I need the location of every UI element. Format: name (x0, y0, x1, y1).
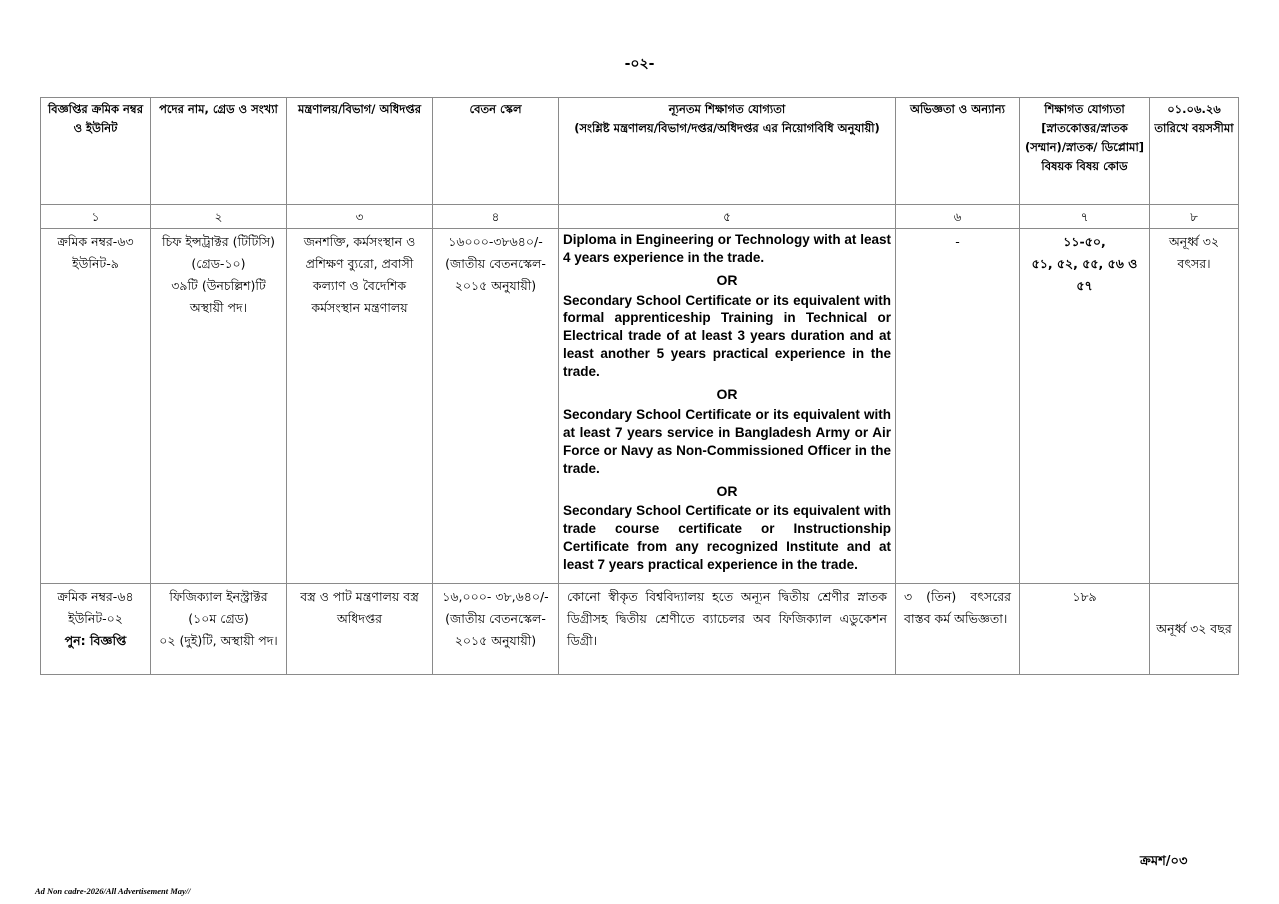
column-number: ১ (41, 205, 151, 229)
subject-codes-line-2: ৫১, ৫২, ৫৫, ৫৬ ও ৫৭ (1031, 255, 1138, 293)
column-number: ২ (151, 205, 287, 229)
header-experience: অভিজ্ঞতা ও অন্যান্য (896, 98, 1020, 205)
re-advertisement-label: পুন: বিজ্ঞপ্তি (64, 632, 127, 648)
column-number: ৬ (896, 205, 1020, 229)
recruitment-table (40, 97, 1239, 675)
table-row (41, 584, 1239, 675)
table-row (41, 229, 1239, 584)
pay-scale-cell: ১৬০০০-৩৮৬৪০/- (জাতীয় বেতনস্কেল- ২০১৫ অনুযায়ী) (433, 229, 559, 584)
post-grade: (গ্রেড-১০) (191, 255, 246, 271)
header-row (41, 98, 1239, 205)
serial-cell (41, 229, 151, 584)
education-option-2: Secondary School Certificate or its equivalent with formal apprenticeship Training in Technical or Electrical trade of at least 3 years duration and at least another 5 years practical experience in the trade. (563, 292, 891, 380)
header-subject-code (1020, 98, 1150, 205)
experience-cell: ৩ (তিন) বৎসরের বাস্তব কর্ম অভিজ্ঞতা। (896, 584, 1020, 675)
serial-cell (41, 584, 151, 675)
header-ministry: মন্ত্রণালয়/বিভাগ/ অধিদপ্তর (287, 98, 433, 205)
column-number-row (41, 205, 1239, 229)
or-separator: OR (716, 271, 738, 288)
education-option-1: Diploma in Engineering or Technology with at least 4 years experience in the trade. (563, 232, 891, 265)
serial-number: ক্রমিক নম্বর-৬৪ (57, 589, 134, 604)
post-name: চিফ ইন্সট্রাক্টর (টিটিসি) (161, 234, 276, 249)
footer-note: Ad Non cadre-2026/All Advertisement May// (35, 886, 191, 896)
post-count: ৩৯টি (উনচল্লিশ)টি অস্থায়ী পদ। (171, 277, 266, 315)
subject-code-cell: ১৮৯ (1020, 584, 1150, 675)
education-cell (559, 229, 896, 584)
post-name: ফিজিক্যাল ইনস্ট্রাক্টর (169, 589, 268, 604)
continue-note: ক্রমশ/০৩ (1140, 854, 1188, 869)
age-limit-cell: অনূর্ধ্ব ৩২ বৎসর। (1150, 229, 1239, 584)
post-cell (151, 229, 287, 584)
header-education-title: ন্যূনতম শিক্ষাগত যোগ্যতা (668, 102, 786, 116)
header-subject-code-title: শিক্ষাগত যোগ্যতা (1044, 102, 1125, 116)
ministry-cell: জনশক্তি, কর্মসংস্থান ও প্রশিক্ষণ ব্যুরো, প্রবাসী কল্যাণ ও বৈদেশিক কর্মসংস্থান মন্ত্রণালয় (287, 229, 433, 584)
post-cell (151, 584, 287, 675)
header-serial: বিজ্ঞপ্তির ক্রমিক নম্বর ও ইউনিট (41, 98, 151, 205)
page-number: -০২- (624, 56, 655, 72)
header-education (559, 98, 896, 205)
unit-number: ইউনিট-৯ (72, 255, 119, 271)
ministry-cell: বস্ত্র ও পাট মন্ত্রণালয় বস্ত্র অধিদপ্তর (287, 584, 433, 675)
header-post: পদের নাম, গ্রেড ও সংখ্যা (151, 98, 287, 205)
serial-number: ক্রমিক নম্বর-৬৩ (57, 234, 134, 249)
or-separator: OR (716, 482, 738, 499)
unit-number: ইউনিট-০২ (68, 610, 123, 626)
header-subject-code-sub: [স্নাতকোত্তর/স্নাতক (সম্মান)/স্নাতক/ ডিপ্লোমা] (1024, 120, 1145, 154)
post-grade: (১০ম গ্রেড) (188, 610, 249, 626)
header-subject-code-tail: বিষয়ক বিষয় কোড (1041, 158, 1128, 173)
subject-code-cell (1020, 229, 1150, 584)
header-pay-scale: বেতন স্কেল (433, 98, 559, 205)
column-number: ৮ (1150, 205, 1239, 229)
header-age-limit: ০১.০৬.২৬ তারিখে বয়সসীমা (1150, 98, 1239, 205)
education-option-3: Secondary School Certificate or its equivalent with at least 7 years service in Bangladesh Army or Air Force or Navy as Non-Commissioned Officer in the trade. (563, 406, 891, 476)
column-number: ৫ (559, 205, 896, 229)
or-separator: OR (716, 386, 738, 403)
subject-codes-line-1: ১১-৫০, (1063, 234, 1106, 249)
experience-cell: - (896, 229, 1020, 584)
education-option-4: Secondary School Certificate or its equivalent with trade course certificate or Instructionship Certificate from any recognized Institute and at least 7 years practical experience in the trade. (563, 503, 891, 573)
post-count: ০২ (দুই)টি, অস্থায়ী পদ। (159, 632, 278, 648)
age-limit-cell: অনূর্ধ্ব ৩২ বছর (1150, 584, 1239, 675)
pay-scale-cell: ১৬,০০০- ৩৮,৬৪০/- (জাতীয় বেতনস্কেল- ২০১৫ অনুযায়ী) (433, 584, 559, 675)
column-number: ৪ (433, 205, 559, 229)
column-number: ৩ (287, 205, 433, 229)
column-number: ৭ (1020, 205, 1150, 229)
header-education-sub: (সংশ্লিষ্ট মন্ত্রণালয়/বিভাগ/দপ্তর/অধিদপ্তর এর নিয়োগবিধি অনুযায়ী) (574, 120, 880, 135)
education-cell: কোনো স্বীকৃত বিশ্ববিদ্যালয় হতে অন্যূন দ্বিতীয় শ্রেণীর স্নাতক ডিগ্রীসহ দ্বিতীয় শ্রেণীতে ব্যাচেলর অব ফিজিক্যাল এডুকেশন ডিগ্রী। (559, 584, 896, 675)
